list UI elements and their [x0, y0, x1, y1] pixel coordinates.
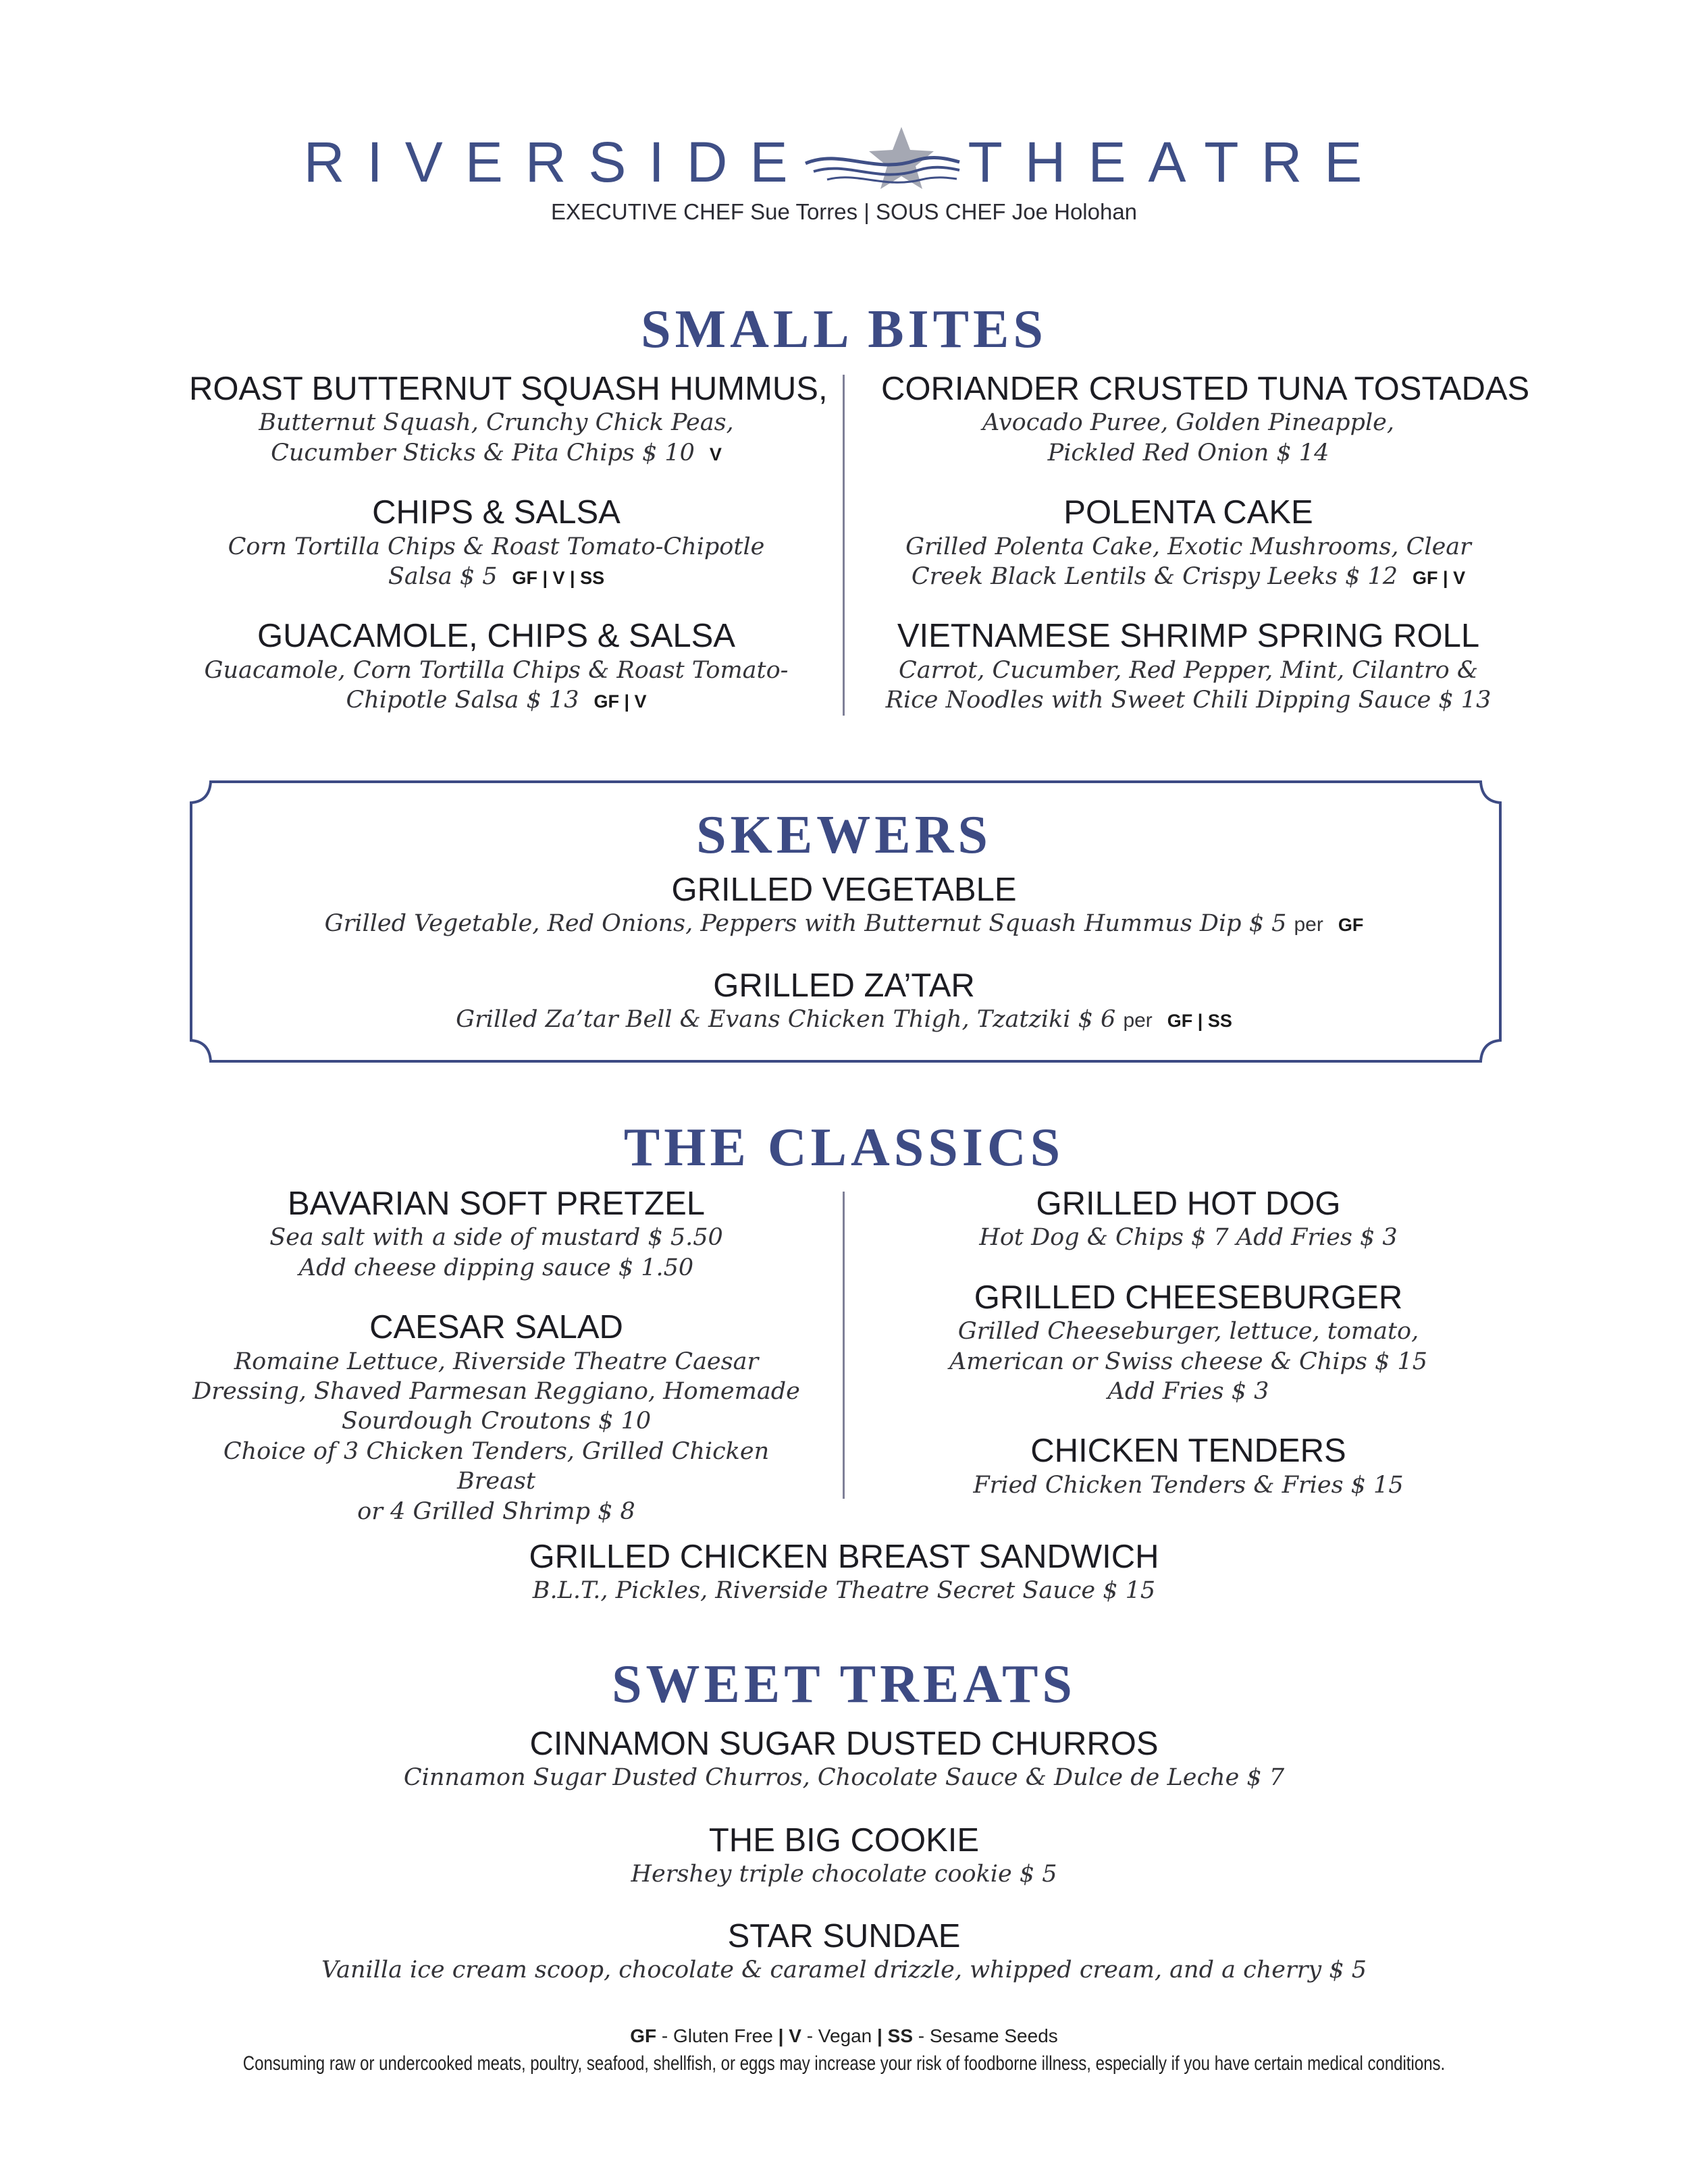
item-description: Grilled Cheeseburger, lettuce, tomato, [957, 1318, 1419, 1346]
menu-item [881, 494, 1496, 591]
item-price-text: Creek Black Lentils & Crispy Leeks $ 12 [911, 563, 1398, 590]
legend-v-code: V [789, 2025, 801, 2046]
item-price-text: Cucumber Sticks & Pita Chips $ 10 [271, 439, 695, 467]
item-name: GRILLED CHICKEN BREAST SANDWICH [529, 1539, 1159, 1575]
item-description-line2 [189, 685, 803, 715]
item-name: CINNAMON SUGAR DUSTED CHURROS [529, 1726, 1159, 1762]
item-name: CHIPS & SALSA [372, 494, 621, 531]
item-name: GUACAMOLE, CHIPS & SALSA [257, 618, 735, 655]
legend-ss-text: - Sesame Seeds [918, 2025, 1058, 2046]
item-price-text: Chipotle Salsa $ 13 [346, 687, 579, 714]
item-description: Sea salt with a side of mustard $ 5.50 [269, 1224, 723, 1252]
item-description: or 4 Grilled Shrimp $ 8 [357, 1497, 635, 1525]
brand-right-word: THEATRE [968, 130, 1385, 194]
classics-left-column [189, 1185, 803, 1526]
item-description: Guacamole, Corn Tortilla Chips & Roast Tomato- [204, 656, 789, 684]
item-name: POLENTA CAKE [1063, 494, 1313, 531]
diet-tags: GF | V [594, 691, 647, 712]
item-description [0, 1005, 1688, 1034]
item-description: Fried Chicken Tenders & Fries $ 15 [973, 1471, 1404, 1499]
item-name: BAVARIAN SOFT PRETZEL [287, 1186, 706, 1222]
section-title-skewers: SKEWERS [696, 805, 992, 865]
legend-ss-code: SS [887, 2025, 913, 2046]
item-description: Grilled Polenta Cake, Exotic Mushrooms, Clear [905, 533, 1471, 560]
menu-item [881, 617, 1496, 715]
section-title-sweet-treats: SWEET TREATS [612, 1655, 1076, 1714]
menu-item [0, 1538, 1688, 1606]
legend-gf-text: - Gluten Free [661, 2025, 773, 2046]
item-description-line2 [189, 438, 803, 468]
item-description-line2 [189, 562, 803, 591]
per-label: per [1123, 1009, 1153, 1032]
item-name: THE BIG COOKIE [708, 1822, 980, 1859]
item-description: Add Fries $ 3 [1107, 1378, 1269, 1405]
item-name: GRILLED ZA’TAR [713, 967, 975, 1004]
small-bites-left-column [189, 370, 828, 716]
item-description: Vanilla ice cream scoop, chocolate & caramel drizzle, whipped cream, and a cherry $ 5 [321, 1956, 1367, 1984]
item-description-line2 [881, 562, 1496, 591]
diet-tags: V [709, 444, 722, 464]
section-title-small-bites: SMALL BITES [641, 300, 1047, 359]
small-bites-right-column [881, 370, 1530, 716]
item-name: ROAST BUTTERNUT SQUASH HUMMUS, [189, 371, 828, 407]
diet-tags: GF | V | SS [512, 568, 605, 588]
item-description: Dressing, Shaved Parmesan Reggiano, Homemade [192, 1378, 800, 1405]
item-description: Avocado Puree, Golden Pineapple, [982, 409, 1394, 437]
chef-credits: EXECUTIVE CHEF Sue Torres | SOUS CHEF Joe Holohan [550, 199, 1138, 224]
per-label: per [1294, 913, 1323, 936]
item-description: Cinnamon Sugar Dusted Churros, Chocolate Sauce & Dulce de Leche $ 7 [403, 1764, 1285, 1792]
menu-item [189, 1308, 803, 1526]
brand-left-word: RIVERSIDE [303, 130, 810, 194]
item-description: Sourdough Croutons $ 10 [341, 1408, 652, 1435]
item-description [0, 909, 1688, 938]
item-description: Hot Dog & Chips $ 7 Add Fries $ 3 [979, 1224, 1398, 1252]
item-price-text: Grilled Vegetable, Red Onions, Peppers with Butternut Squash Hummus Dip $ 5 [324, 910, 1287, 938]
diet-legend [0, 2025, 1688, 2047]
item-description: Butternut Squash, Crunchy Chick Peas, [259, 409, 734, 437]
item-name: GRILLED HOT DOG [1036, 1186, 1341, 1222]
item-name: CAESAR SALAD [369, 1309, 623, 1346]
menu-item [0, 1821, 1688, 1890]
menu-item [189, 494, 803, 591]
legend-separator: | [877, 2025, 882, 2046]
item-description: Add cheese dipping sauce $ 1.50 [298, 1254, 694, 1281]
menu-item [0, 967, 1688, 1035]
menu-item [0, 1917, 1688, 1986]
item-price-text: Rice Noodles with Sweet Chili Dipping Sauce $ 13 [885, 687, 1492, 714]
item-price-text: Grilled Za’tar Bell & Evans Chicken Thigh, Tzatziki $ 6 [456, 1006, 1116, 1034]
classics-right-column [881, 1185, 1496, 1500]
menu-item [881, 1432, 1496, 1500]
item-description: Romaine Lettuce, Riverside Theatre Caesar [234, 1348, 759, 1375]
item-name: CORIANDER CRUSTED TUNA TOSTADAS [881, 371, 1530, 407]
legend-v-text: - Vegan [806, 2025, 872, 2046]
diet-tags: GF | V [1413, 568, 1466, 588]
diet-tags: GF [1338, 915, 1364, 936]
item-description: Corn Tortilla Chips & Roast Tomato-Chipotle [228, 533, 765, 560]
legend-separator: | [778, 2025, 784, 2046]
item-name: VIETNAMESE SHRIMP SPRING ROLL [897, 618, 1480, 655]
item-description: Hershey triple chocolate cookie $ 5 [631, 1861, 1057, 1888]
brand-logo [0, 122, 1688, 203]
item-name: STAR SUNDAE [727, 1918, 961, 1954]
column-divider [843, 1192, 845, 1499]
item-name: CHICKEN TENDERS [1030, 1433, 1346, 1470]
section-title-classics: THE CLASSICS [623, 1118, 1065, 1177]
item-description-line2 [881, 685, 1496, 715]
column-divider [843, 375, 845, 716]
item-description: Carrot, Cucumber, Red Pepper, Mint, Cilantro & [899, 656, 1478, 684]
item-name: GRILLED CHEESEBURGER [974, 1279, 1403, 1316]
menu-item [0, 871, 1688, 939]
item-price-text: Salsa $ 5 [388, 563, 498, 590]
legend-gf-code: GF [630, 2025, 657, 2046]
item-name: GRILLED VEGETABLE [671, 872, 1017, 908]
menu-item [881, 1279, 1496, 1407]
item-price-text: Pickled Red Onion $ 14 [1047, 439, 1329, 467]
diet-tags: GF | SS [1167, 1011, 1232, 1032]
item-description-line2 [881, 438, 1496, 468]
food-safety-disclaimer: Consuming raw or undercooked meats, poultry, seafood, shellfish, or eggs may increase your risk of foodborne illness, especially if you have certain medical conditions. [242, 2052, 1446, 2075]
menu-item [189, 370, 828, 468]
star-wave-icon [800, 122, 962, 203]
item-description: American or Swiss cheese & Chips $ 15 [949, 1348, 1427, 1375]
item-description: Choice of 3 Chicken Tenders, Grilled Chicken Breast [223, 1437, 770, 1495]
menu-item [189, 1185, 803, 1283]
menu-item [881, 1185, 1496, 1253]
item-description: B.L.T., Pickles, Riverside Theatre Secret Sauce $ 15 [532, 1577, 1156, 1605]
menu-item [189, 617, 803, 715]
menu-item [0, 1725, 1688, 1793]
menu-item [881, 370, 1530, 468]
